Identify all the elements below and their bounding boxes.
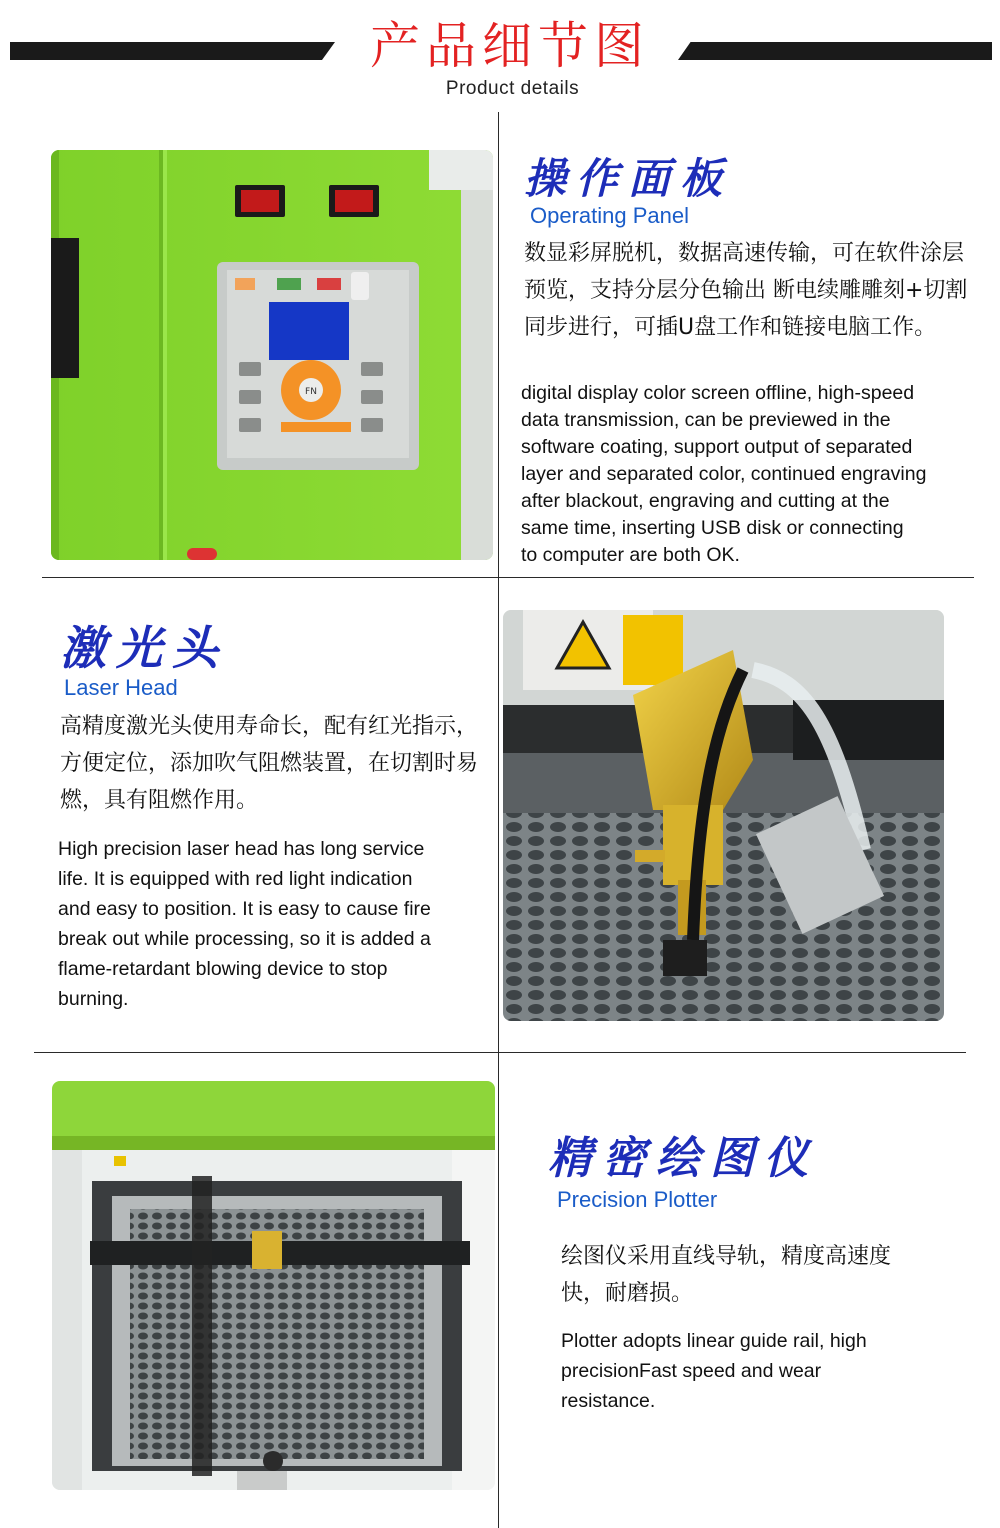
operating-panel-body-cn: 数显彩屏脱机，数据高速传输，可在软件涂层预览，支持分层分色输出 断电续雕雕刻+切割同步进行，可插U盘工作和链接电脑工作。 — [524, 241, 968, 340]
page-subtitle: Product details — [445, 78, 580, 99]
operating-panel-title-cn: 操作面板 — [524, 154, 733, 203]
row-divider-2 — [34, 1052, 966, 1053]
precision-plotter-body-cn: 绘图仪采用直线导轨，精度高速度快，耐磨损。 — [561, 1244, 892, 1306]
laser-head-title-cn: 激光头 — [60, 621, 228, 675]
page-title: 产品细节图 — [370, 17, 650, 75]
operating-panel-photo — [51, 150, 493, 560]
precision-plotter-title-cn: 精密绘图仪 — [548, 1133, 818, 1184]
precision-plotter-photo — [52, 1081, 495, 1490]
precision-plotter-title-en: Precision Plotter — [557, 1187, 718, 1212]
fn-label: FN — [305, 387, 317, 397]
header-bar-left — [10, 42, 335, 60]
precision-plotter-body-en: Plotter adopts linear guide rail, high precisionFast speed and wear resistance. — [561, 1330, 867, 1412]
center-divider — [498, 112, 499, 1528]
operating-panel-title-en: Operating Panel — [530, 203, 689, 228]
operating-panel-body-en: digital display color screen offline, high-speed data transmission, can be previewed in the software coating, support output of separated layer and separated color, continued engraving after blackout, engraving and cutting at the same time, inserting USB disk or connecting to computer are both OK. — [521, 382, 927, 566]
laser-head-title-en: Laser Head — [64, 675, 178, 700]
header-bar-right — [678, 42, 992, 60]
fn-button-icon — [281, 360, 341, 420]
laser-head-body-cn: 高精度激光头使用寿命长，配有红光指示，方便定位，添加吹气阻燃装置，在切割时易燃，具有阻燃作用。 — [60, 714, 479, 813]
laser-head-body-en: High precision laser head has long service life. It is equipped with red light indication and easy to position. It is easy to cause fire break out while processing, so it is added a flame-retardant blowing device to stop burning. — [58, 838, 431, 1010]
laser-head-photo — [503, 610, 944, 1021]
row-divider-1 — [42, 577, 974, 578]
